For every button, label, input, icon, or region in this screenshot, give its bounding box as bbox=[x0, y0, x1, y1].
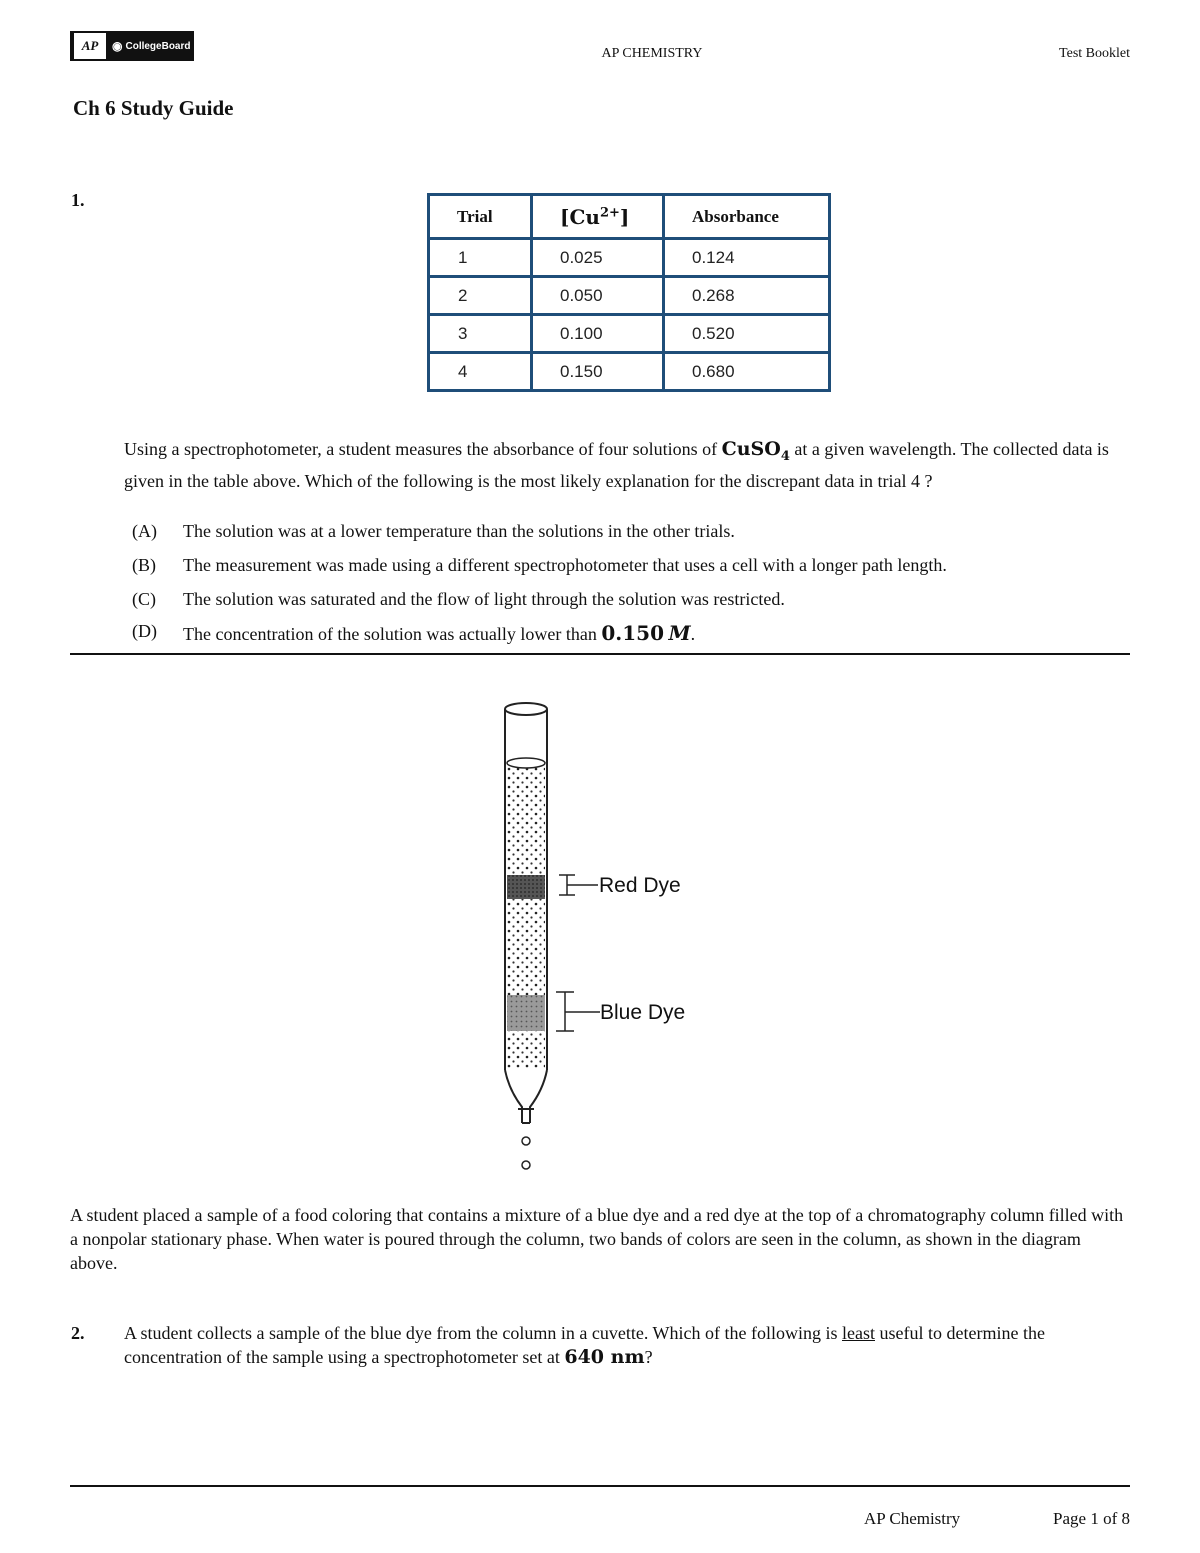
option-text: The solution was at a lower temperature than the solutions in the other trials. bbox=[183, 521, 735, 541]
cell-concentration: 0.050 bbox=[532, 277, 664, 315]
footer-page-number: Page 1 of 8 bbox=[1053, 1509, 1130, 1528]
red-dye-label: Red Dye bbox=[599, 874, 681, 897]
cell-trial: 2 bbox=[429, 277, 532, 315]
cell-absorbance: 0.124 bbox=[664, 239, 830, 277]
header-booklet-label: Test Booklet bbox=[1059, 46, 1130, 61]
concentration-value: 0.150 bbox=[601, 621, 665, 645]
collegeboard-name: CollegeBoard bbox=[125, 40, 191, 52]
cell-trial: 3 bbox=[429, 315, 532, 353]
red-dye-band bbox=[507, 875, 545, 899]
cu-ion-symbol: Cu bbox=[569, 204, 600, 229]
molarity-unit: M bbox=[668, 621, 691, 645]
answer-option-c[interactable] bbox=[132, 589, 785, 610]
stem-text-after: at a given wavelength. The collected data is given in the table above. Which of the following is the most likely explanation for the discrepant data in trial 4 ? bbox=[124, 439, 1109, 491]
blue-dye-bracket bbox=[556, 992, 600, 1031]
cell-trial: 4 bbox=[429, 353, 532, 391]
emphasis-least: least bbox=[842, 1323, 875, 1343]
answer-option-b[interactable] bbox=[132, 555, 947, 576]
cell-trial: 1 bbox=[429, 239, 532, 277]
cell-absorbance: 0.268 bbox=[664, 277, 830, 315]
answer-option-d[interactable] bbox=[132, 621, 695, 645]
section-divider bbox=[70, 653, 1130, 655]
drop-2 bbox=[522, 1161, 530, 1169]
question-1-number: 1. bbox=[71, 190, 85, 210]
blue-dye-band bbox=[507, 995, 545, 1031]
question-1-stem bbox=[124, 437, 1134, 493]
option-letter: (C) bbox=[132, 589, 156, 609]
cell-absorbance: 0.520 bbox=[664, 315, 830, 353]
red-dye-bracket bbox=[559, 875, 598, 895]
absorbance-data-table bbox=[427, 193, 831, 392]
table-row bbox=[429, 277, 830, 315]
cell-concentration: 0.150 bbox=[532, 353, 664, 391]
acorn-icon: ◉ bbox=[112, 39, 123, 53]
stem-text-before: Using a spectrophotometer, a student measures the absorbance of four solutions of bbox=[124, 439, 718, 459]
option-letter: (B) bbox=[132, 555, 156, 575]
footer-course: AP Chemistry bbox=[864, 1509, 961, 1528]
cell-concentration: 0.025 bbox=[532, 239, 664, 277]
chromatography-column-diagram bbox=[480, 695, 740, 1180]
wavelength-value: 640 nm bbox=[564, 1346, 645, 1368]
header-absorbance: Absorbance bbox=[664, 195, 830, 239]
table-row bbox=[429, 315, 830, 353]
header-trial: Trial bbox=[429, 195, 532, 239]
option-letter: (D) bbox=[132, 621, 157, 641]
option-text: The measurement was made using a different spectrophotometer that uses a cell with a longer path length. bbox=[183, 555, 947, 575]
table-header-row bbox=[429, 195, 830, 239]
cuso4-formula: CuSO$_4$ bbox=[721, 438, 790, 464]
option-letter: (A) bbox=[132, 521, 157, 541]
drop-1 bbox=[522, 1137, 530, 1145]
table-row bbox=[429, 239, 830, 277]
header-cu-concentration: $[Cu^{2+}]$ bbox=[532, 195, 664, 239]
blue-dye-label: Blue Dye bbox=[600, 1001, 686, 1024]
question-2-stem: A student collects a sample of the blue dye from the column in a cuvette. Which of the following is least useful to determine the concentration of the sample using a spectrophotometer set at 640 nm? bbox=[124, 1323, 1045, 1368]
option-text: The solution was saturated and the flow of light through the solution was restricted. bbox=[183, 589, 785, 609]
page-title: Ch 6 Study Guide bbox=[73, 96, 234, 120]
diagram-caption: A student placed a sample of a food coloring that contains a mixture of a blue dye and a red dye at the top of a chromatography column filled with a nonpolar stationary phase. When water is poured through the column, two bands of colors are seen in the column, as shown in the diagram above. bbox=[70, 1205, 1124, 1273]
footer-divider bbox=[70, 1485, 1130, 1487]
answer-option-a[interactable] bbox=[132, 521, 735, 542]
ap-logo-mark: AP bbox=[74, 33, 106, 59]
cell-absorbance: 0.680 bbox=[664, 353, 830, 391]
column-tube bbox=[505, 703, 547, 1123]
question-2-number: 2. bbox=[71, 1323, 85, 1343]
cell-concentration: 0.100 bbox=[532, 315, 664, 353]
header-subject: AP CHEMISTRY bbox=[601, 46, 703, 61]
table-row bbox=[429, 353, 830, 391]
cu-ion-charge: 2+ bbox=[599, 204, 620, 220]
option-text: The concentration of the solution was actually lower than 0.150 M. bbox=[183, 621, 696, 645]
